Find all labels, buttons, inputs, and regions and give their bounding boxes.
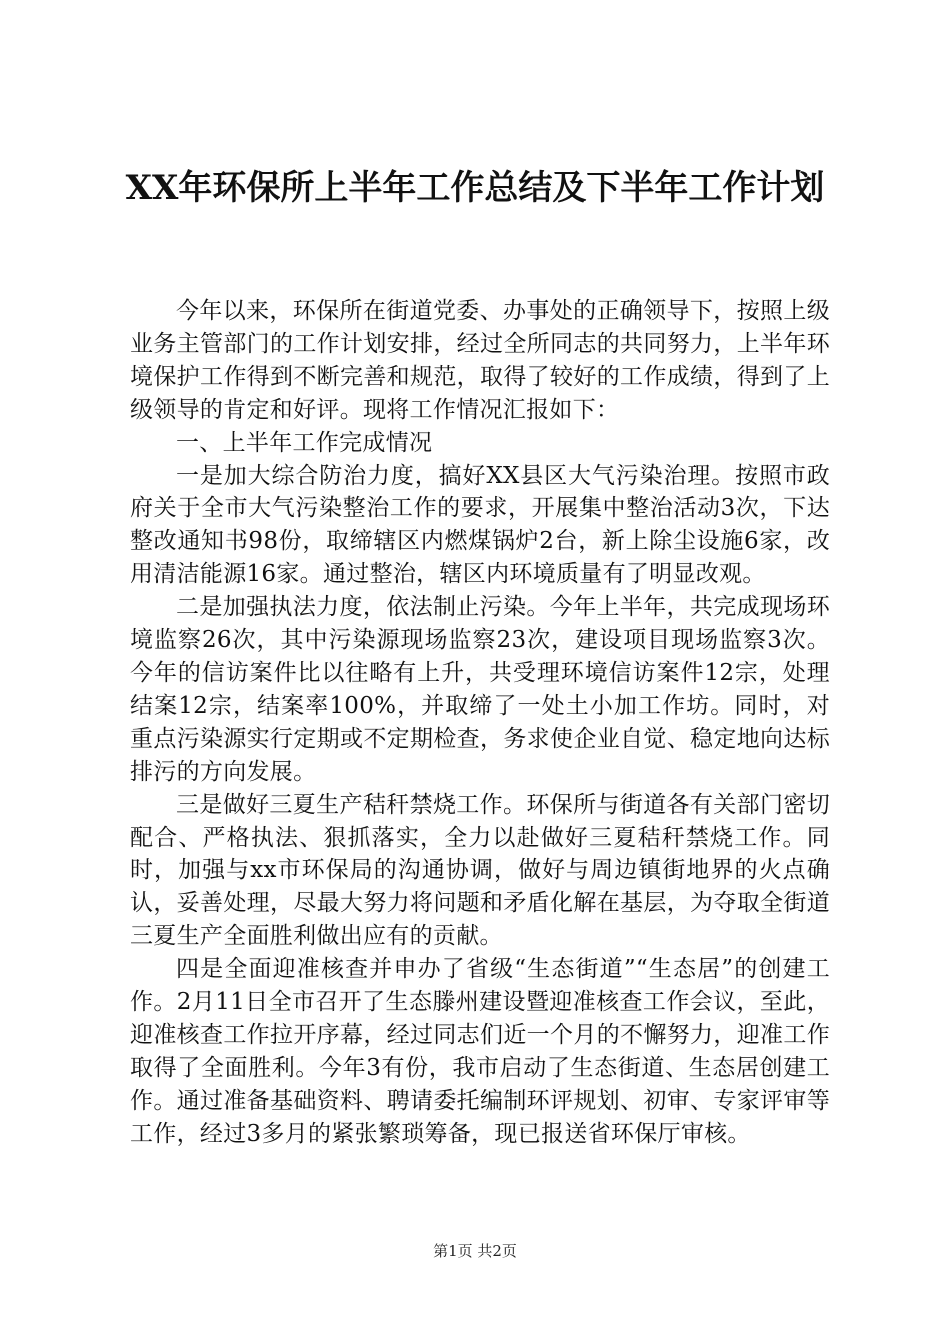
document-body <box>130 295 830 1151</box>
paragraph-item-1: 一是加大综合防治力度，搞好XX县区大气污染治理。按照市政府关于全市大气污染整治工作的要求，开展集中整治活动3次，下达整改通知书98份，取缔辖区内燃煤锅炉2台，新上除尘设施6家，改用清洁能源16家。通过整治，辖区内环境质量有了明显改观。 <box>130 462 830 588</box>
paragraph-item-3: 三是做好三夏生产秸秆禁烧工作。环保所与街道各有关部门密切配合、严格执法、狠抓落实，全力以赴做好三夏秸秆禁烧工作。同时，加强与xx市环保局的沟通协调，做好与周边镇街地界的火点确认，妥善处理，尽最大努力将问题和矛盾化解在基层，为夺取全街道三夏生产全面胜利做出应有的贡献。 <box>130 791 830 950</box>
paragraph-item-4: 四是全面迎准核查并申办了省级“生态街道”“生态居”的创建工作。2月11日全市召开了生态滕州建设暨迎准核查工作会议，至此，迎准核查工作拉开序幕，经过同志们近一个月的不懈努力，迎准工作取得了全面胜利。今年3有份，我市启动了生态街道、生态居创建工作。通过准备基础资料、聘请委托编制环评规划、初审、专家评审等工作，经过3多月的紧张繁琐筹备，现已报送省环保厅审核。 <box>130 956 830 1147</box>
document-title: XX年环保所上半年工作总结及下半年工作计划 <box>125 168 825 208</box>
paragraph-intro: 今年以来，环保所在街道党委、办事处的正确领导下，按照上级业务主管部门的工作计划安排，经过全所同志的共同努力，上半年环境保护工作得到不断完善和规范，取得了较好的工作成绩，得到了上级领导的肯定和好评。现将工作情况汇报如下： <box>130 298 830 423</box>
paragraph-item-2: 二是加强执法力度，依法制止污染。今年上半年，共完成现场环境监察26次，其中污染源现场监察23次，建设项目现场监察3次。今年的信访案件比以往略有上升，共受理环境信访案件12宗，处理结案12宗，结案率100%，并取缔了一处土小加工作坊。同时，对重点污染源实行定期或不定期检查，务求使企业自觉、稳定地向达标排污的方向发展。 <box>130 594 830 785</box>
page-footer: 第1页 共2页 <box>433 1242 517 1260</box>
section-heading: 一、上半年工作完成情况 <box>176 429 433 456</box>
